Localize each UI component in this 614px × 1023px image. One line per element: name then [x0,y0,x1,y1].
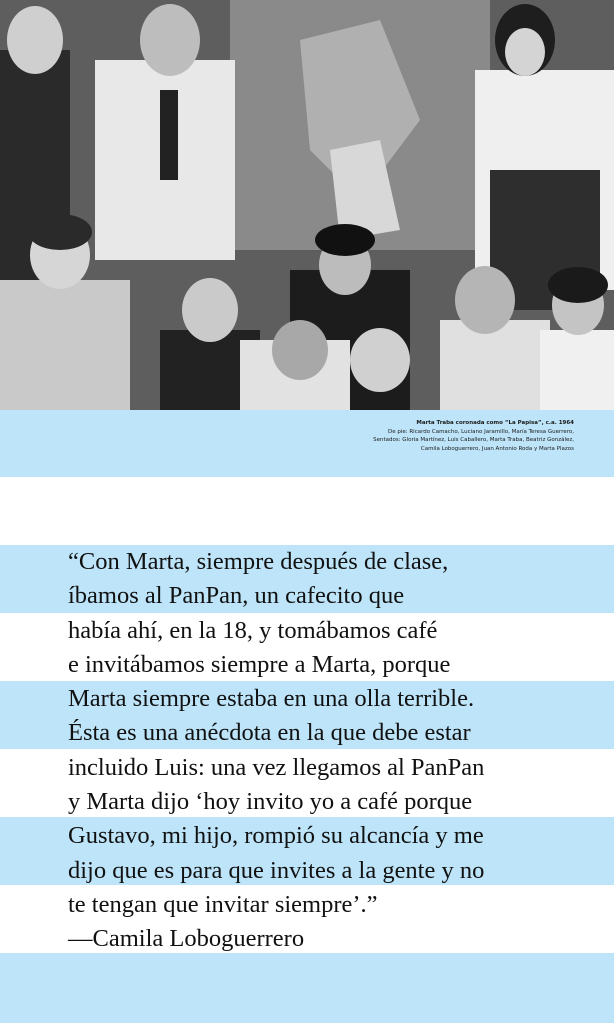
quote-attribution: —Camila Loboguerrero [68,925,305,953]
quote-line: y Marta dijo ‘hoy invito yo a café porque [68,788,473,816]
quote-line: incluido Luis: una vez llegamos al PanPan [68,753,485,781]
quote-line: te tengan que invitar siempre’.” [68,890,378,918]
quote-line: Marta siempre estaba en una olla terrible. [68,685,475,713]
caption-line: De pie: Ricardo Camacho, Luciano Jaramillo, María Teresa Guerrero, [387,428,574,435]
group-photo [0,0,614,410]
quote-line: dijo que es para que invites a la gente y no [68,856,485,884]
caption-line: Camila Loboguerrero, Juan Antonio Roda y Marta Plazos [420,445,574,452]
quote-line: e invitábamos siempre a Marta, porque [68,650,451,678]
quote-line: Gustavo, mi hijo, rompió su alcancía y me [68,822,484,850]
pull-quote [68,545,588,957]
stripe-band [0,953,614,1023]
caption-title: Marta Traba coronada como “La Papisa”, c.a. 1964 [416,420,574,426]
photo-caption [254,419,574,453]
caption-line: Sentados: Gloria Martínez, Luis Caballero, Marta Traba, Beatriz González, [373,437,574,443]
quote-line: había ahí, en la 18, y tomábamos café [68,616,438,644]
quote-line: Ésta es una anécdota en la que debe estar [68,719,471,747]
quote-line: íbamos al PanPan, un cafecito que [68,582,405,610]
quote-line: “Con Marta, siempre después de clase, [68,548,449,575]
